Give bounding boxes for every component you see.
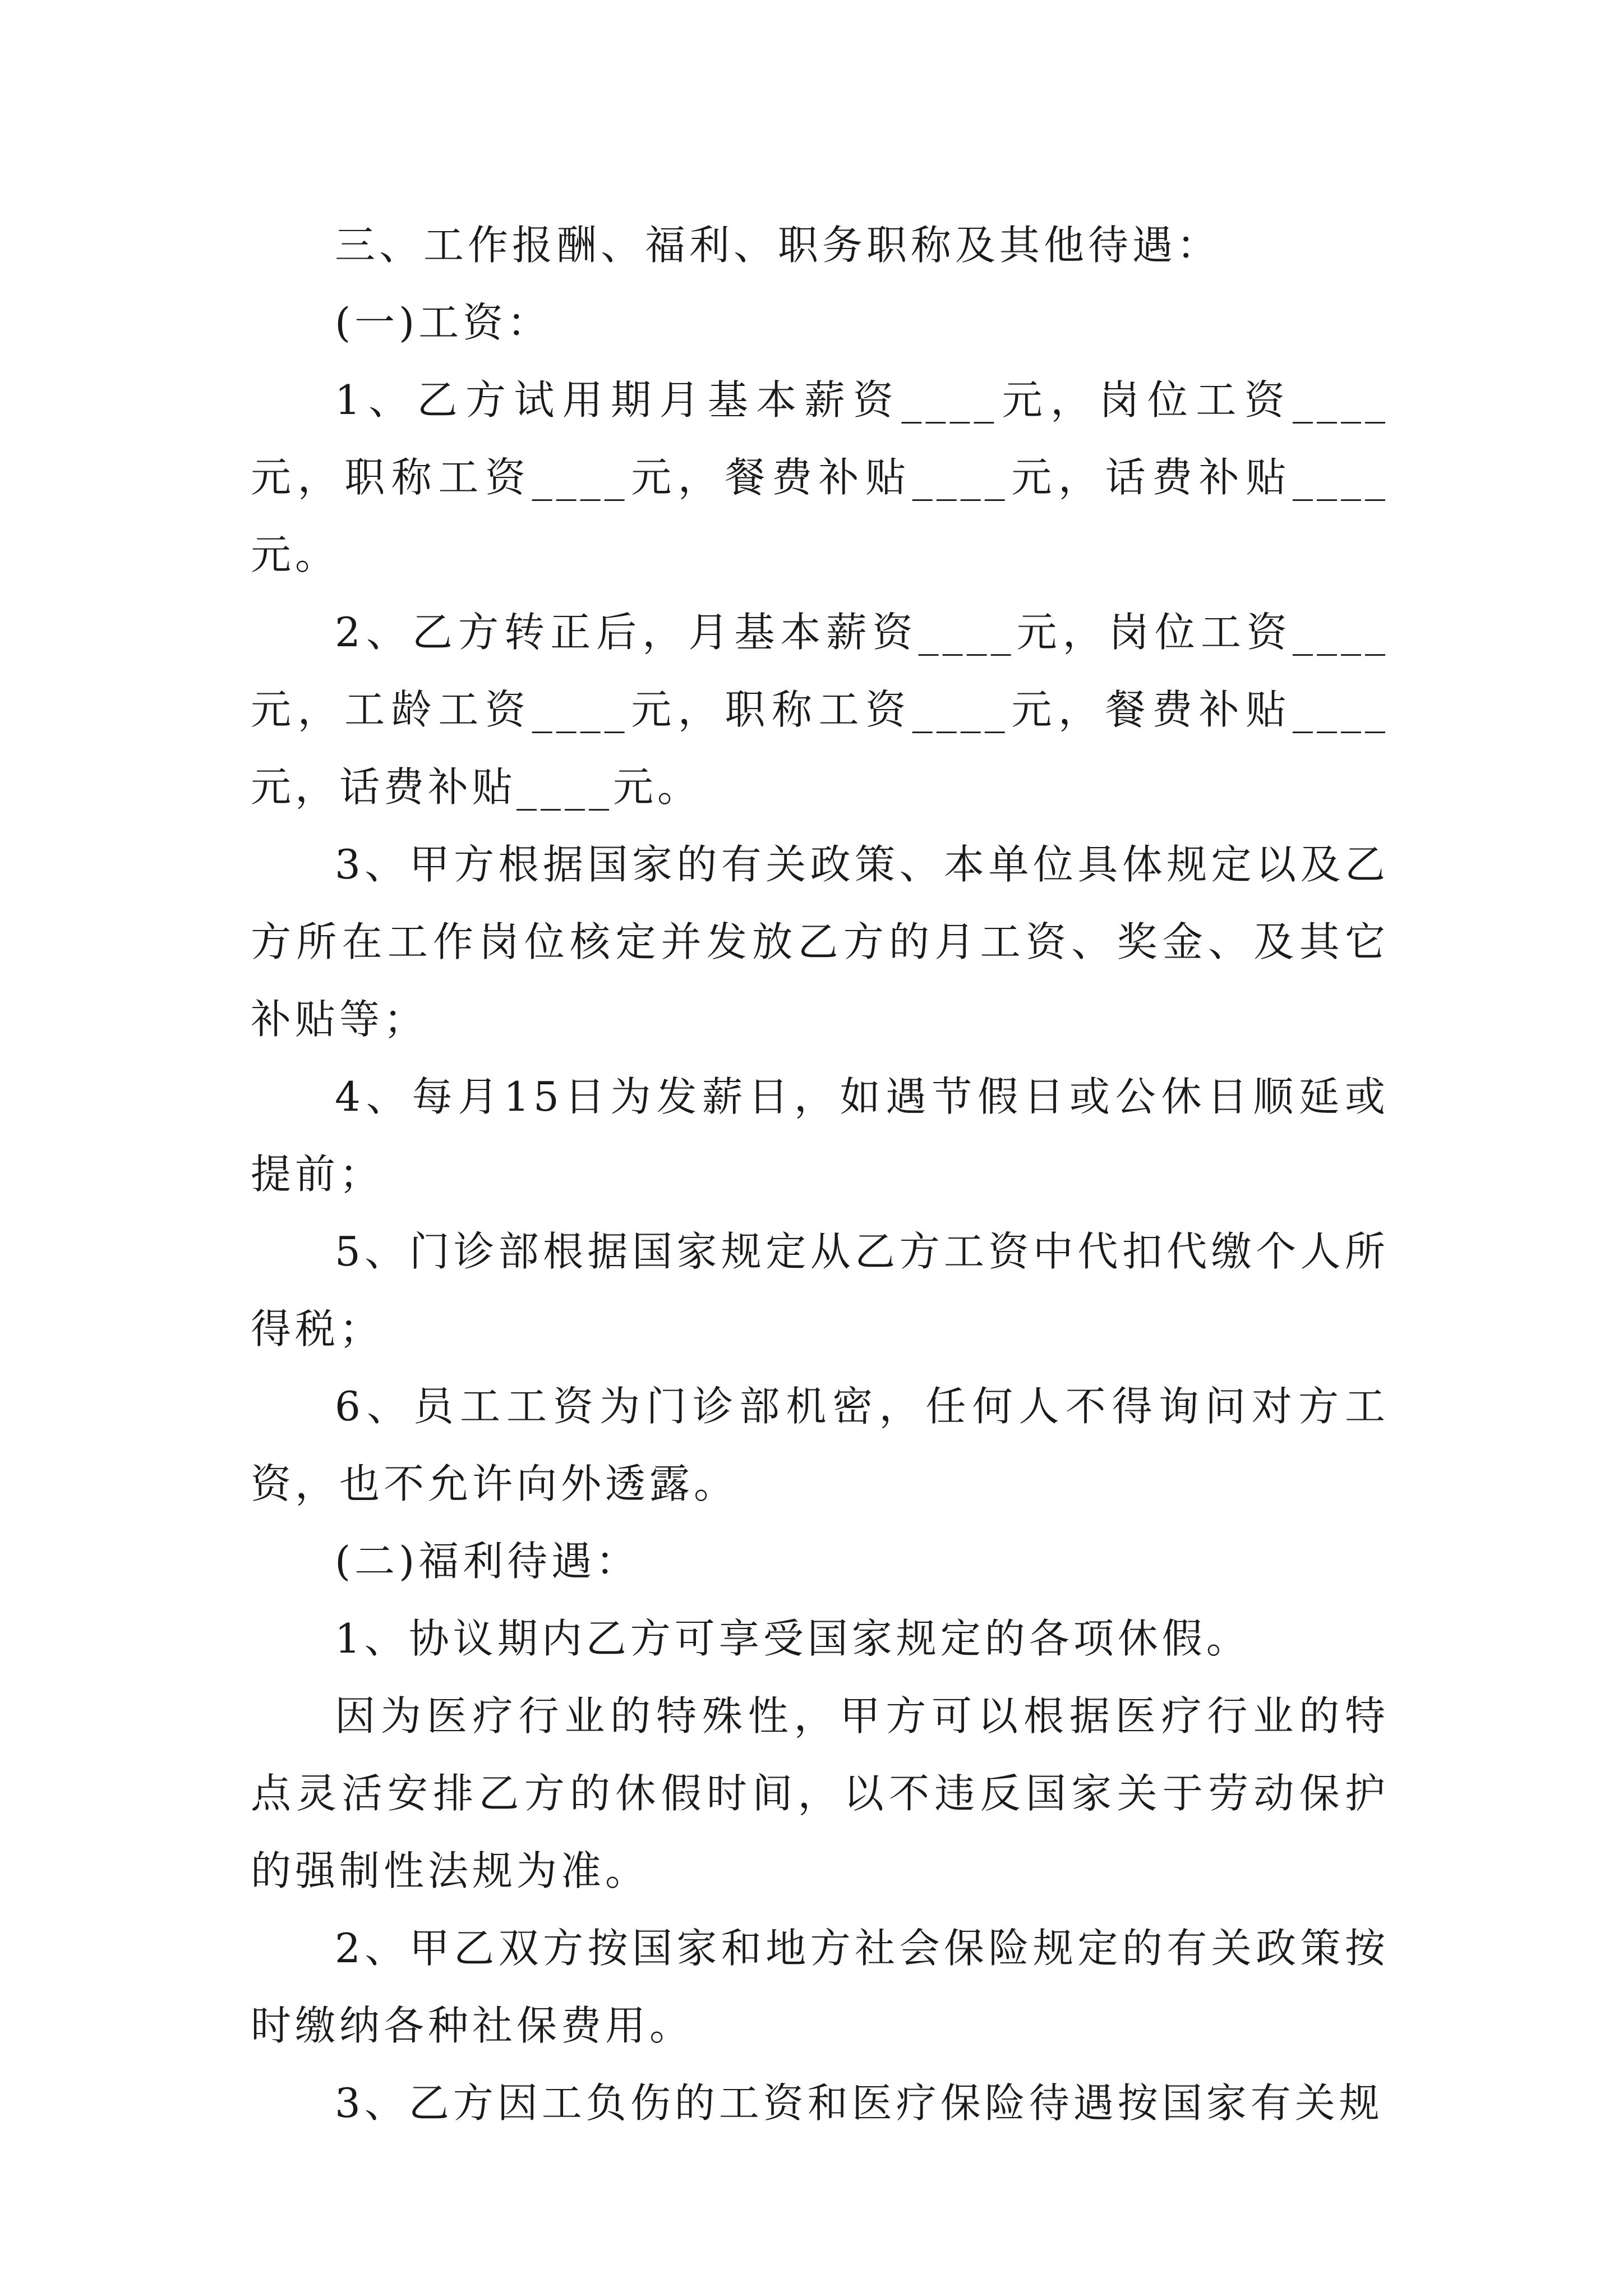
paragraph-social-insurance: 2、甲乙双方按国家和地方社会保险规定的有关政策按时缴纳各种社保费用。 [251, 1925, 1389, 2049]
paragraph-income-tax: 5、门诊部根据国家规定从乙方工资中代扣代缴个人所得税； [251, 1228, 1389, 1352]
paragraph-payday: 4、每月15日为发薪日，如遇节假日或公休日顺延或提前； [251, 1073, 1389, 1198]
section-heading-compensation: 三、工作报酬、福利、职务职称及其他待遇： [335, 222, 1221, 269]
paragraph-vacation: 1、协议期内乙方可享受国家规定的各项休假。 [335, 1615, 1251, 1662]
subsection-heading-benefits: (二)福利待遇： [335, 1538, 640, 1585]
paragraph-regular-salary: 2、乙方转正后，月基本薪资____元，岗位工资____元，工龄工资____元，职称工资____元，餐费补贴____元，话费补贴____元。 [251, 609, 1389, 811]
paragraph-salary-policy: 3、甲方根据国家的有关政策、本单位具体规定以及乙方所在工作岗位核定并发放乙方的月工资、奖金、及其它补贴等； [251, 841, 1389, 1043]
paragraph-salary-confidentiality: 6、员工工资为门诊部机密，任何人不得询问对方工资，也不允许向外透露。 [251, 1383, 1389, 1507]
document-body [251, 206, 1389, 2142]
paragraph-flexible-vacation: 因为医疗行业的特殊性，甲方可以根据医疗行业的特点灵活安排乙方的休假时间，以不违反国家关于劳动保护的强制性法规为准。 [251, 1692, 1389, 1894]
subsection-heading-salary: (一)工资： [335, 299, 552, 346]
paragraph-probation-salary: 1、乙方试用期月基本薪资____元，岗位工资____元，职称工资____元，餐费补贴____元，话费补贴____元。 [251, 376, 1389, 578]
paragraph-work-injury: 3、乙方因工负伤的工资和医疗保险待遇按国家有关规 [335, 2079, 1384, 2127]
